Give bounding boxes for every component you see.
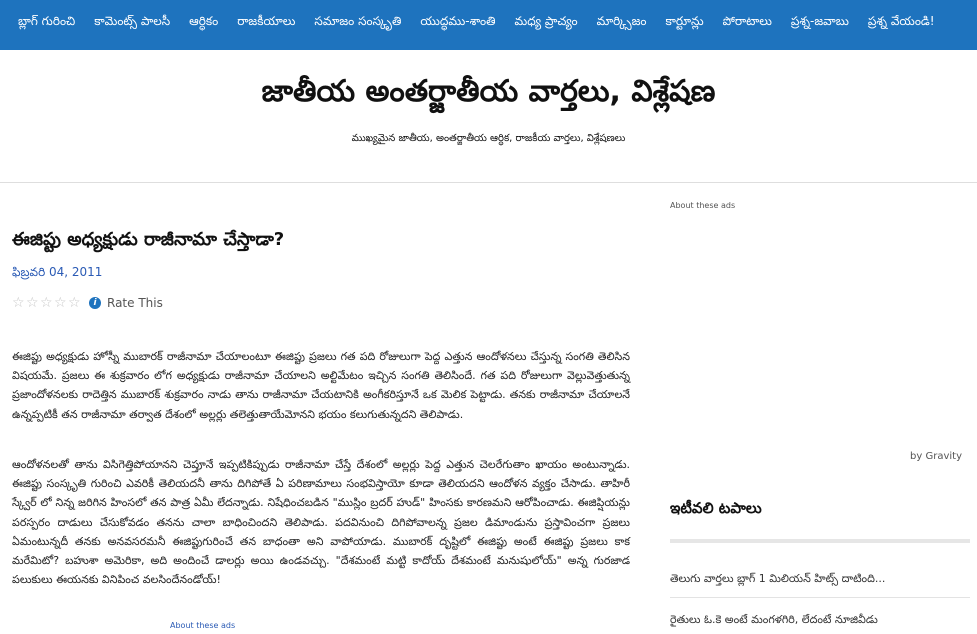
nav-item-marxism[interactable]: మార్క్సిజం	[596, 13, 647, 28]
sidebar	[670, 183, 970, 634]
about-ads-link[interactable]: About these ads	[170, 621, 236, 630]
nav-item-society-culture[interactable]: సమాజం సంస్కృతి	[314, 13, 402, 28]
nav-item-middle-east[interactable]: మధ్య ప్రాచ్యం	[514, 13, 578, 28]
site-description: ముఖ్యమైన జాతీయ, అంతర్జాతీయ ఆర్ధిక, రాజకీయ వార్తలు, విశ్లేషణలు	[351, 133, 626, 144]
nav-list	[0, 0, 977, 50]
nav-item-war-peace[interactable]: యుద్ధము-శాంతి	[420, 13, 496, 28]
nav-item-comments-policy[interactable]: కామెంట్స్ పాలసీ	[94, 13, 171, 28]
post-paragraph-1: ఈజిప్టు అధ్యక్షుడు హోస్నీ ముబారక్ రాజీనామా చేయాలంటూ ఈజిప్టు ప్రజలు గత పది రోజులుగా పెద్ద ఎత్తున ఆందోళనలు చేస్తున్న సంగతి తెలిసిన విషయమే. ప్రజలు ఈ శుక్రవారం లోగ అధ్యక్షుడు రాజీనామా చేయాలని అల్టిమేటం ఇచ్చిన సంగతి తెలిసిందే. గత పది రోజులుగా వెల్లువెత్తుతున్న ప్రజాందోళనలకు రాదెత్తిన ముబారక్ శుక్రవారం నాడు తాను రాజీనామా చేయటానికి అంగీకరిస్తూనే ఒక మెలిక పెట్టాడు. తనకు రాజీనామా చేయాలనే ఉన్నప్పటికీ తన రాజీనామా తర్వాత దేశంలో అల్లర్లు తలెత్తుతాయేమోనని భయం కలుగుతున్నదని తెలిపాడు.	[12, 350, 630, 421]
recent-post-link-1[interactable]: తెలుగు వార్తలు బ్లాగ్ 1 మిలియన్ హిట్స్ దాటింది...	[670, 572, 886, 585]
top-navigation	[0, 0, 977, 50]
sidebar-about-ads-link[interactable]: About these ads	[670, 201, 736, 210]
rate-this-label[interactable]: Rate This	[107, 296, 163, 310]
nav-item-politics[interactable]: రాజకీయాలు	[237, 13, 296, 28]
recent-post-link-2[interactable]: రైతులు ఓ.కె అంటే మంగళగిరి, లేదంటే నూజివీడు	[670, 613, 878, 626]
nav-item-struggles[interactable]: పోరాటాలు	[722, 13, 772, 28]
star-icon[interactable]: ☆	[68, 295, 81, 311]
star-icon[interactable]: ☆	[54, 295, 67, 311]
star-icon[interactable]: ☆	[26, 295, 39, 311]
nav-item-economy[interactable]: ఆర్ధికం	[189, 13, 219, 28]
recent-posts-heading: ఇటీవలి టపాలు	[670, 499, 762, 517]
site-header	[0, 50, 977, 183]
nav-item-about-blog[interactable]: బ్లాగ్ గురించి	[18, 13, 76, 28]
gravity-credit-link[interactable]: by Gravity	[910, 451, 962, 462]
widget-divider	[670, 539, 970, 543]
recent-post-divider	[670, 597, 970, 598]
nav-item-qa[interactable]: ప్రశ్న-జవాబు	[790, 13, 849, 28]
nav-item-ask-question[interactable]: ప్రశ్న వేయండి!	[867, 13, 935, 28]
post-title[interactable]: ఈజిప్టు అధ్యక్షుడు రాజీనామా చేస్తాడా?	[12, 229, 285, 250]
nav-item-cartoons[interactable]: కార్టూన్లు	[665, 13, 704, 28]
rating-widget	[12, 296, 163, 310]
site-title[interactable]: జాతీయ అంతర్జాతీయ వార్తలు, విశ్లేషణ	[261, 74, 716, 109]
star-icon[interactable]: ☆	[12, 295, 25, 311]
post-date[interactable]: ఫిబ్రవరి 04, 2011	[12, 265, 103, 279]
star-icon[interactable]: ☆	[40, 295, 53, 311]
info-icon[interactable]: i	[89, 297, 101, 309]
post-paragraph-2: ఆందోళనలతో తాను విసిగెత్తిపోయానని చెప్తూనే ఇప్పటికిప్పుడు రాజీనామా చేస్తే దేశంలో అల్లర్లు పెద్ద ఎత్తున చెలరేగుతాం ఖాయం అంటున్నాడు. ఈజిప్టు సంస్కృతి గురించి ఎవరికీ తెలియదనీ తాను దిగిపోతే ఏ పరిణామాలు సంభవిస్తాయో కూడా తెలియదని ఆందోళన వ్యక్తం చేసాడు. తాహిరీ స్క్వేర్ లో నిన్న జరిగిన హింసలో తన పాత్ర ఏమీ లేదన్నాడు. నిషేధించబడిన "ముస్లిం బ్రదర్ హుడ్" హింసకు కారణమని ఆరోపించాడు. ఈజిప్షియన్లు పరస్పరం దాడులు చేసుకోవడం తనను చాలా బాధించిందని తెలిపాడు. పదవినుంచి దిగిపోవాలన్న ప్రజల డిమాండును ప్రస్తావించగా ప్రజలు ఏమంటున్నదీ తనకు అనవసరమనీ ఈజిప్టుగురించే తన బాధంతా అని వాపోయాడు. ముబారక్ దృష్టిలో ఈజిప్టు అంటే ఈజిప్టు ప్రజలు కాక మరేమిటో? బహుశా అమెరికా, అది అందించే డాలర్లు అయి ఉండవచ్చు. "దేశమంటే మట్టి కాదోయ్ దేశమంటే మనుషులోయ్" అన్న గురజాడ పలుకులు ఈయనకు వినిపించ వలసిందేనండోయ్!	[12, 458, 630, 587]
